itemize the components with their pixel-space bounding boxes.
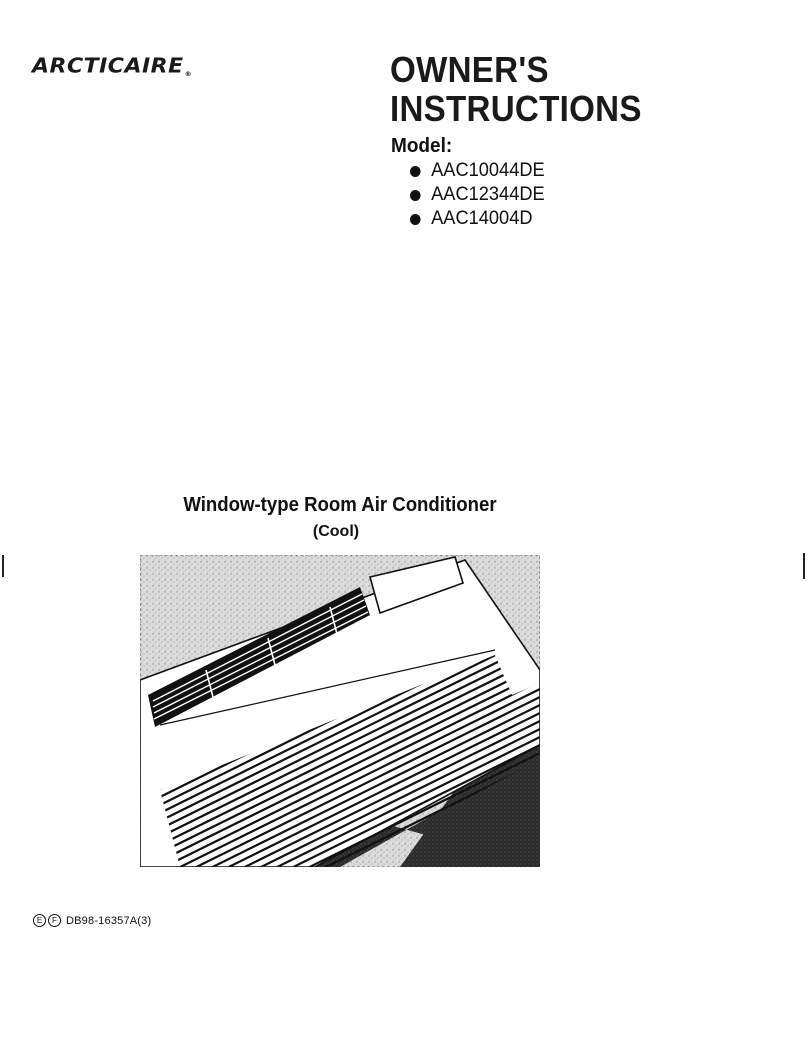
bullet-icon: [410, 190, 421, 201]
product-title: Window-type Room Air Conditioner: [183, 494, 497, 516]
air-conditioner-illustration: [140, 555, 540, 867]
language-mark: F: [48, 914, 61, 927]
registered-mark: ®: [184, 70, 193, 78]
model-number: AAC14004D: [431, 208, 533, 229]
model-label: Model:: [391, 135, 453, 157]
product-subtitle: (Cool): [312, 523, 360, 540]
document-title-line1: OWNER'S: [390, 49, 549, 90]
model-item: [410, 183, 545, 207]
model-block: [391, 135, 550, 231]
document-code-text: DB98-16357A(3): [66, 914, 152, 927]
language-mark: E: [33, 914, 46, 927]
model-number: AAC10044DE: [431, 160, 545, 181]
scan-edge-mark: [2, 555, 4, 577]
brand-logo: [32, 55, 192, 78]
bullet-icon: [410, 166, 421, 177]
scan-edge-mark: [803, 553, 805, 579]
brand-name: ARCTICAIRE: [32, 55, 184, 78]
document-code: [33, 914, 151, 927]
model-number: AAC12344DE: [431, 184, 545, 205]
document-title-line2: INSTRUCTIONS: [390, 88, 642, 129]
model-list: [391, 159, 550, 231]
bullet-icon: [410, 214, 421, 225]
model-item: [410, 159, 545, 183]
model-item: [410, 207, 545, 231]
document-title: [390, 50, 664, 128]
